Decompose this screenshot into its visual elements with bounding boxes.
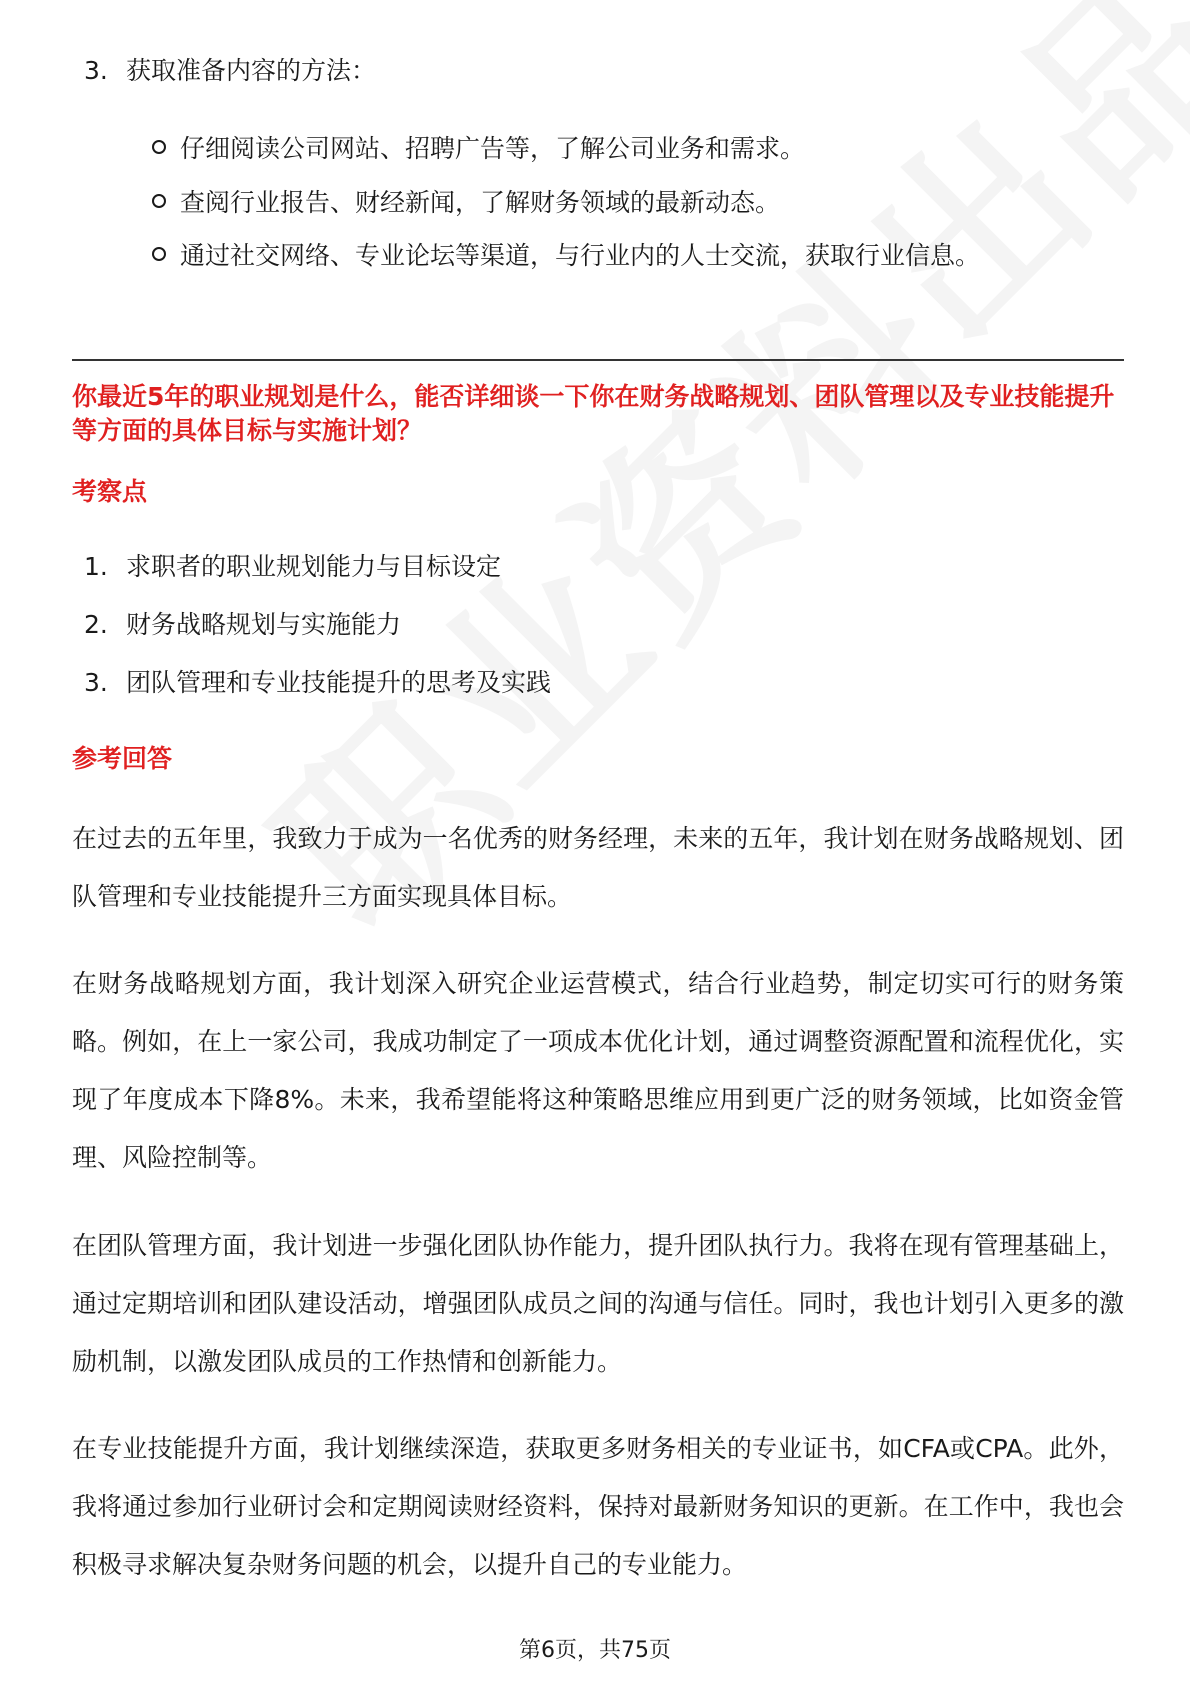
bullet-text: 仔细阅读公司网站、招聘广告等，了解公司业务和需求。	[180, 134, 806, 163]
answer-paragraph: 在团队管理方面，我计划进一步强化团队协作能力，提升团队执行力。我将在现有管理基础上，通过定期培训和团队建设活动，增强团队成员之间的沟通与信任。同时，我也计划引入更多的激励机制，以激发团队成员的工作热情和创新能力。	[72, 1231, 1124, 1376]
answer-title: 参考回答	[72, 744, 173, 773]
question-heading: 你最近5年的职业规划是什么，能否详细谈一下你在财务战略规划、团队管理以及专业技能提升等方面的具体目标与实施计划？	[72, 382, 1115, 445]
answer-paragraph: 在财务战略规划方面，我计划深入研究企业运营模式，结合行业趋势，制定切实可行的财务策略。例如，在上一家公司，我成功制定了一项成本优化计划，通过调整资源配置和流程优化，实现了年度成本下降8%。未来，我希望能将这种策略思维应用到更广泛的财务领域，比如资金管理、风险控制等。	[72, 969, 1124, 1172]
list-item-3	[84, 55, 376, 87]
key-point-item	[84, 551, 501, 583]
bullet-circle-icon	[152, 247, 166, 261]
section-divider	[72, 359, 1124, 361]
key-points-title: 考察点	[72, 477, 148, 506]
list-item-text: 求职者的职业规划能力与目标设定	[126, 552, 502, 581]
list-item-text: 获取准备内容的方法：	[126, 56, 377, 85]
bullet-text: 查阅行业报告、财经新闻，了解财务领域的最新动态。	[180, 188, 781, 217]
list-number: 1.	[84, 552, 108, 581]
page-number: 第6页，共75页	[519, 1638, 671, 1663]
list-item-text: 财务战略规划与实施能力	[126, 610, 402, 639]
list-number: 3.	[84, 668, 108, 697]
list-item-text: 团队管理和专业技能提升的思考及实践	[126, 668, 552, 697]
bullet-circle-icon	[152, 140, 166, 154]
bullet-item	[152, 133, 805, 165]
list-number: 2.	[84, 610, 108, 639]
answer-paragraph: 在过去的五年里，我致力于成为一名优秀的财务经理，未来的五年，我计划在财务战略规划、团队管理和专业技能提升三方面实现具体目标。	[72, 824, 1124, 911]
list-number: 3.	[84, 56, 108, 85]
bullet-text: 通过社交网络、专业论坛等渠道，与行业内的人士交流，获取行业信息。	[180, 241, 981, 270]
key-point-item	[84, 609, 401, 641]
bullet-item	[152, 187, 780, 219]
key-point-item	[84, 667, 551, 699]
bullet-item	[152, 240, 980, 272]
answer-paragraph: 在专业技能提升方面，我计划继续深造，获取更多财务相关的专业证书，如CFA或CPA。此外，我将通过参加行业研讨会和定期阅读财经资料，保持对最新财务知识的更新。在工作中，我也会积极寻求解决复杂财务问题的机会，以提升自己的专业能力。	[72, 1434, 1124, 1579]
bullet-circle-icon	[152, 194, 166, 208]
